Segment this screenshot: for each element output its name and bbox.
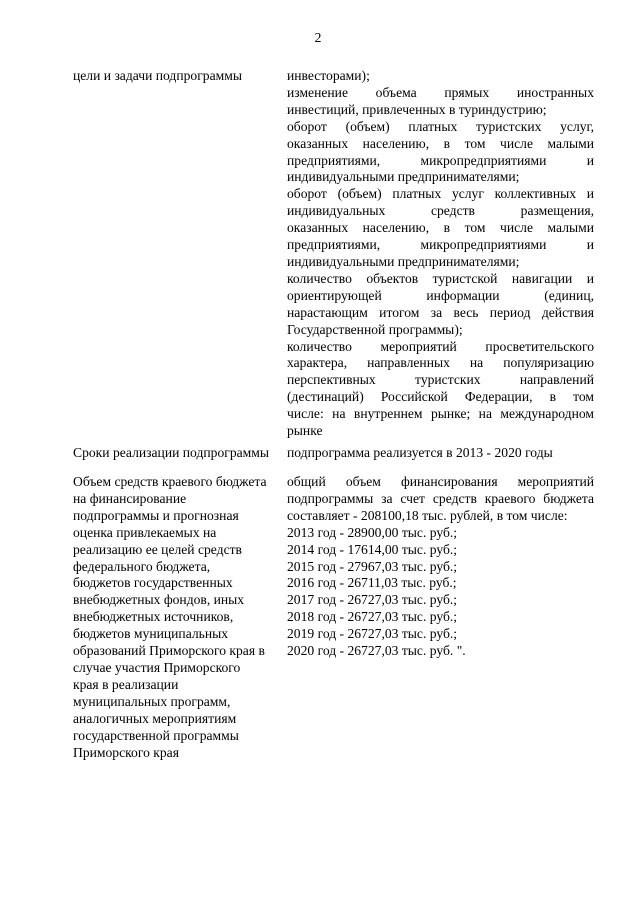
content-line: инвестиций, привлеченных в туриндустрию; xyxy=(287,101,547,117)
row-content xyxy=(287,474,594,660)
content-line: индивидуальными предпринимателями; xyxy=(287,169,520,185)
content-line: 2019 год - 26727,03 тыс. руб.; xyxy=(287,626,458,642)
content-line: количество объектов туристской навигации и xyxy=(287,270,594,286)
row-label xyxy=(73,68,283,85)
content-line: числе: на внутреннем рынке; на международном xyxy=(287,406,594,422)
content-line: оборот (объем) платных туристских услуг, xyxy=(287,118,594,134)
label-line: Приморского края xyxy=(73,744,179,760)
content-line: 2014 год - 17614,00 тыс. руб.; xyxy=(287,541,458,557)
content-line: индивидуальных средств размещения, xyxy=(287,203,594,219)
label-line: муниципальных программ, xyxy=(73,693,231,709)
content-line: нарастающим итогом за весь период действия xyxy=(287,304,594,320)
content-line: составляет - 208100,18 тыс. рублей, в том числе: xyxy=(287,507,568,523)
content-line: изменение объема прямых иностранных xyxy=(287,84,594,100)
row-content xyxy=(287,68,594,440)
content-line: ориентирующей информации (единиц, xyxy=(287,287,594,303)
label-line: федерального бюджета, xyxy=(73,558,211,574)
label-line: оценка привлекаемых на xyxy=(73,524,217,540)
content-line: инвесторами); xyxy=(287,68,370,83)
content-line: количество мероприятий просветительского xyxy=(287,338,594,354)
content-line: предприятиями, микропредприятиями и xyxy=(287,237,594,253)
row-content xyxy=(287,445,594,462)
content-line: оказанных населению, в том числе малыми xyxy=(287,135,594,151)
content-line: 2018 год - 26727,03 тыс. руб.; xyxy=(287,609,458,625)
content-line: общий объем финансирования мероприятий xyxy=(287,474,594,489)
label-line: подпрограммы и прогнозная xyxy=(73,507,239,523)
content-line: 2015 год - 27967,03 тыс. руб.; xyxy=(287,558,458,574)
label-line: внебюджетных источников, xyxy=(73,609,234,625)
content-line: перспективных туристских направлений xyxy=(287,372,594,388)
content-line: 2020 год - 26727,03 тыс. руб. ". xyxy=(287,643,466,659)
content-line: (дестинаций) Российской Федерации, в том xyxy=(287,389,594,405)
label-line: внебюджетных фондов, иных xyxy=(73,592,245,608)
content-line: характера, направленных на популяризацию xyxy=(287,355,594,371)
label-line: реализацию ее целей средств xyxy=(73,541,242,557)
content-line: индивидуальными предпринимателями; xyxy=(287,253,520,269)
label-line: цели и задачи подпрограммы xyxy=(73,68,242,83)
content-line: предприятиями, микропредприятиями и xyxy=(287,152,594,168)
content-line: оказанных населению, в том числе малыми xyxy=(287,220,594,236)
row-label xyxy=(73,445,283,462)
row-label xyxy=(73,474,283,761)
label-line: случае участия Приморского xyxy=(73,659,241,675)
page-number: 2 xyxy=(314,30,322,45)
label-line: аналогичных мероприятиям xyxy=(73,710,237,726)
label-line: Объем средств краевого бюджета xyxy=(73,474,267,489)
content-line: 2016 год - 26711,03 тыс. руб.; xyxy=(287,575,457,591)
content-line: подпрограмма реализуется в 2013 - 2020 годы xyxy=(287,445,553,460)
label-line: бюджетов государственных xyxy=(73,575,233,591)
content-line: оборот (объем) платных услуг коллективных и xyxy=(287,186,594,202)
content-line: подпрограммы за счет средств краевого бюджета xyxy=(287,490,594,506)
label-line: бюджетов муниципальных xyxy=(73,626,229,642)
content-line: 2013 год - 28900,00 тыс. руб.; xyxy=(287,524,458,540)
label-line: Сроки реализации подпрограммы xyxy=(73,445,269,460)
content-line: 2017 год - 26727,03 тыс. руб.; xyxy=(287,592,458,608)
content-line: Государственной программы); xyxy=(287,321,463,337)
label-line: на финансирование xyxy=(73,490,187,506)
label-line: образований Приморского края в xyxy=(73,643,265,659)
label-line: края в реализации xyxy=(73,676,179,692)
content-line: рынке xyxy=(287,423,323,439)
label-line: государственной программы xyxy=(73,727,239,743)
